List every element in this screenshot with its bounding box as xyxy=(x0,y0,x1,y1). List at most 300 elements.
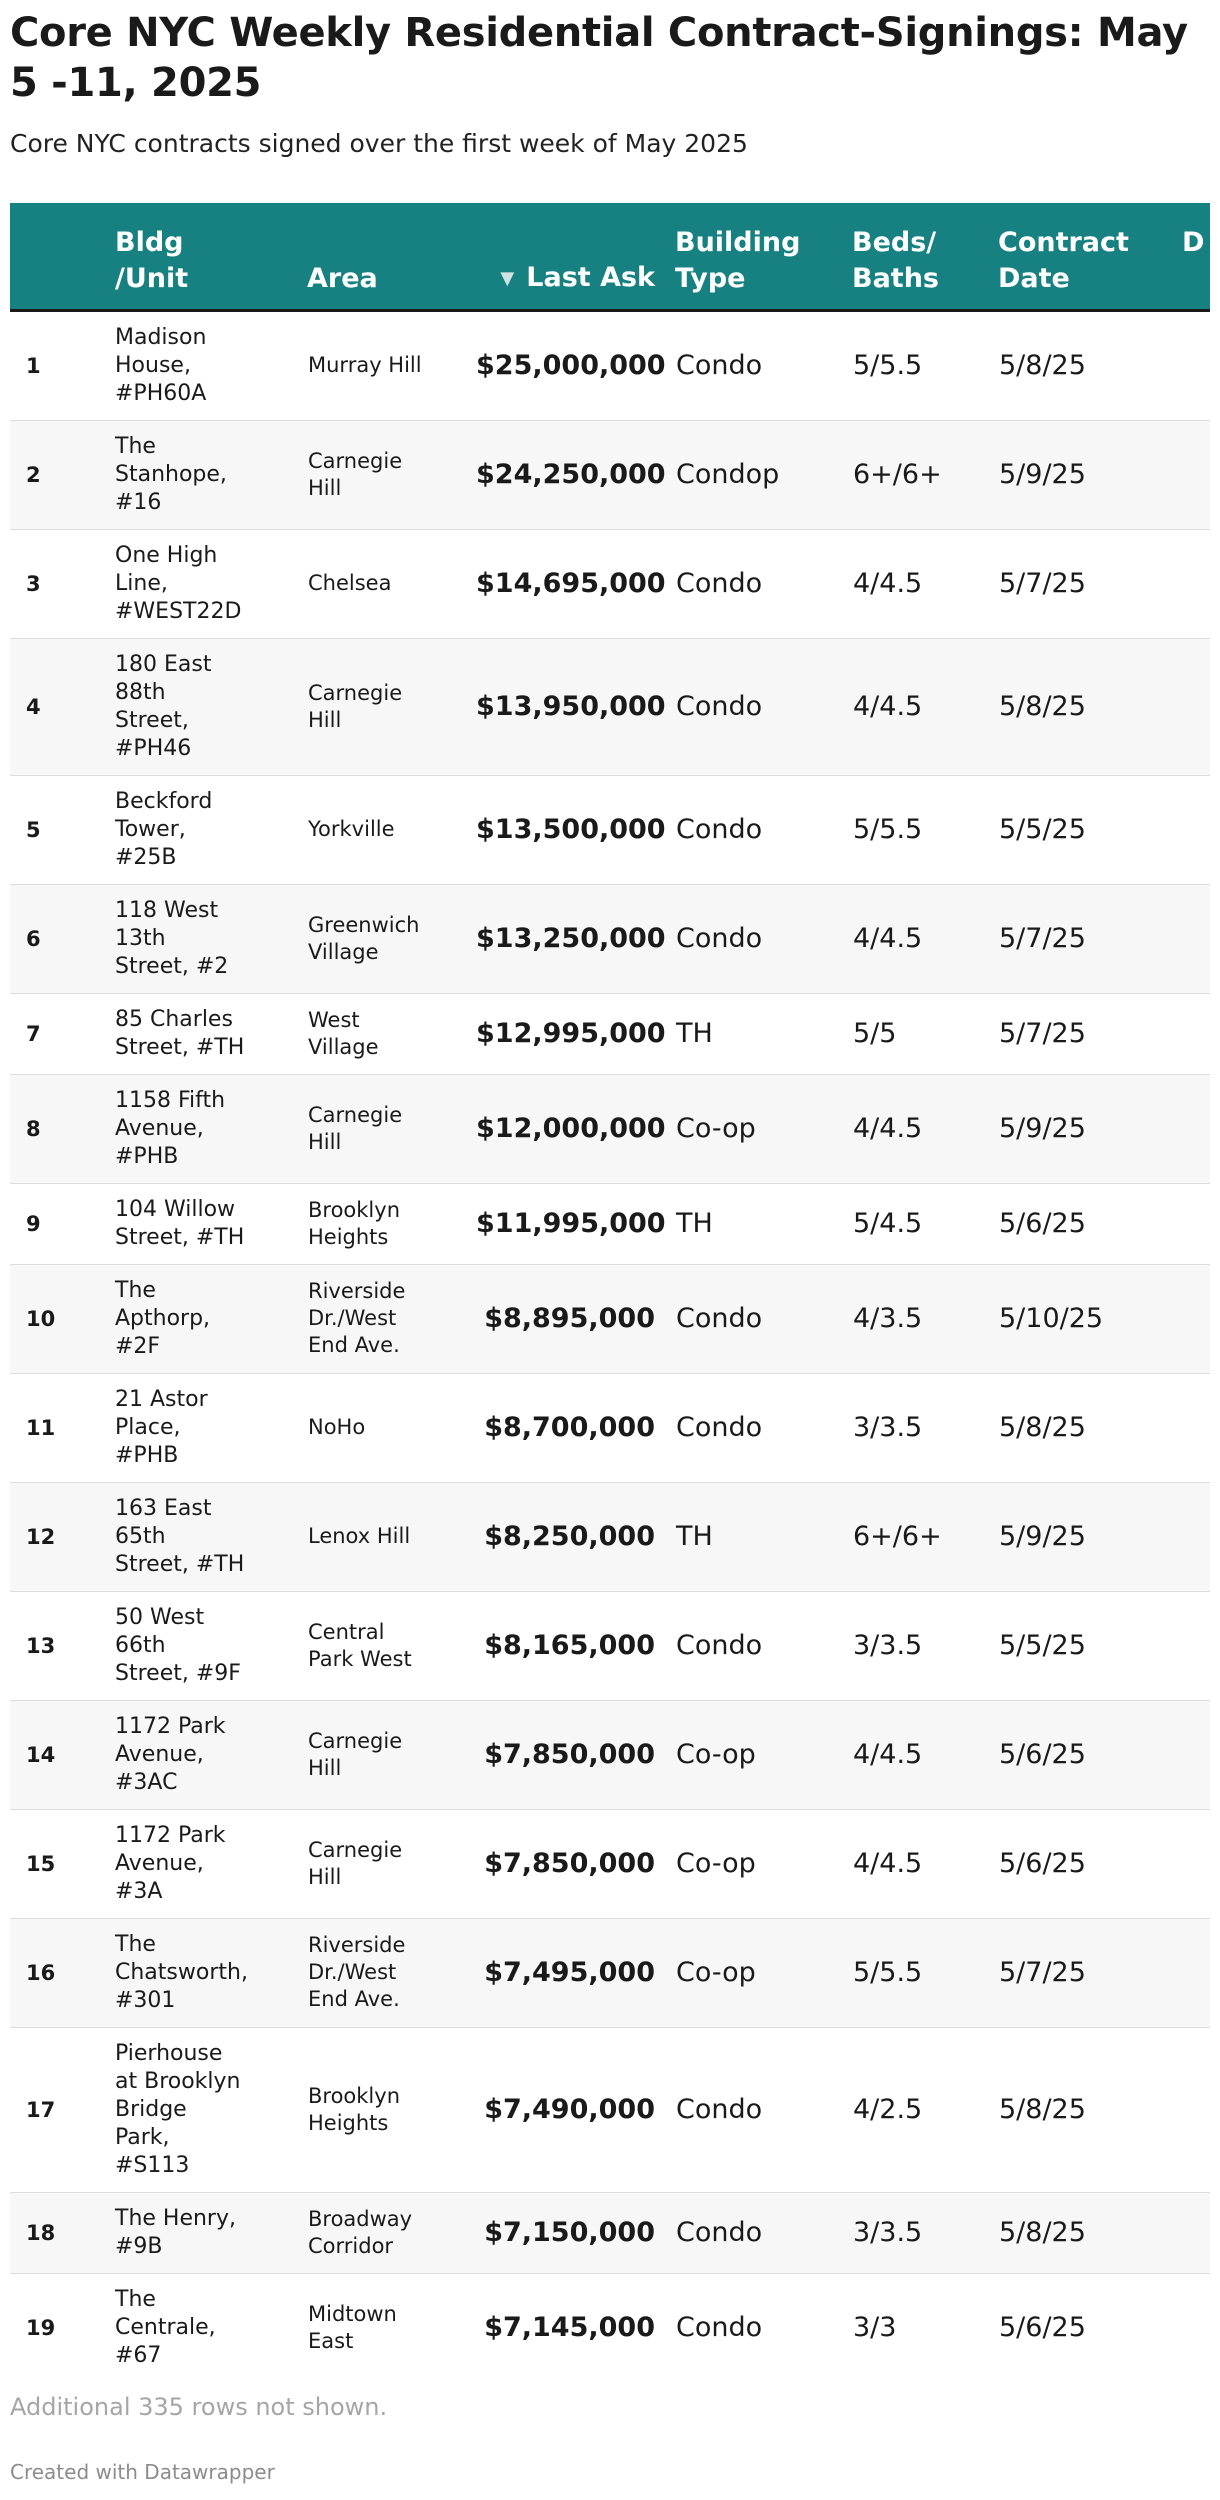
table-cell-building-type xyxy=(675,1373,852,1482)
table-cell-bldg-unit xyxy=(115,993,307,1074)
table-cell-d xyxy=(1182,310,1210,420)
table-row xyxy=(10,775,1210,884)
table-cell-bldg-unit-text: 163 East 65th Street, #TH xyxy=(115,1495,245,1577)
table-cell-contract-date-text: 5/8/25 xyxy=(999,691,1086,722)
table-cell-building-type-text: TH xyxy=(676,1208,713,1239)
table-cell-bldg-unit xyxy=(115,638,307,775)
table-cell-bldg-unit-text: The Apthorp, #2F xyxy=(115,1277,211,1359)
table-cell-d xyxy=(1182,2273,1210,2378)
table-cell-rank-text: 9 xyxy=(26,1211,41,1236)
table-cell-last-ask xyxy=(475,1591,675,1700)
table-cell-last-ask-text: $8,700,000 xyxy=(484,1412,655,1443)
table-cell-building-type-text: Condo xyxy=(676,923,763,954)
table-cell-rank xyxy=(10,993,115,1074)
table-row xyxy=(10,1373,1210,1482)
table-cell-area-text: Broadway Corridor xyxy=(308,2206,413,2258)
table-cell-bldg-unit xyxy=(115,420,307,529)
table-cell-area-text: Riverside Dr./West End Ave. xyxy=(308,1279,406,1357)
table-cell-contract-date-text: 5/9/25 xyxy=(999,1113,1086,1144)
table-cell-contract-date xyxy=(998,2273,1182,2378)
table-cell-rank-text: 17 xyxy=(26,2097,56,2122)
table-cell-bldg-unit xyxy=(115,1264,307,1373)
table-cell-beds-baths-text: 5/5.5 xyxy=(853,814,923,845)
table-cell-contract-date-text: 5/8/25 xyxy=(999,2094,1086,2125)
table-cell-last-ask xyxy=(475,2192,675,2273)
table-cell-building-type-text: Condo xyxy=(676,1412,763,1443)
table-cell-building-type xyxy=(675,1591,852,1700)
table-cell-contract-date xyxy=(998,884,1182,993)
table-cell-area-text: Carnegie Hill xyxy=(308,680,403,732)
datawrapper-credit[interactable]: Created with Datawrapper xyxy=(10,2460,275,2484)
table-cell-d xyxy=(1182,2192,1210,2273)
table-cell-beds-baths xyxy=(852,993,998,1074)
table-cell-building-type xyxy=(675,1700,852,1809)
table-cell-area-text: Carnegie Hill xyxy=(308,1102,403,1154)
table-cell-rank-text: 15 xyxy=(26,1851,56,1876)
table-cell-beds-baths xyxy=(852,529,998,638)
table-cell-contract-date xyxy=(998,1918,1182,2027)
table-cell-d xyxy=(1182,529,1210,638)
table-cell-building-type xyxy=(675,884,852,993)
table-cell-area xyxy=(307,420,475,529)
col-header-d-label: D xyxy=(1182,226,1205,258)
table-cell-building-type xyxy=(675,1183,852,1264)
table-row xyxy=(10,2192,1210,2273)
table-cell-rank xyxy=(10,2192,115,2273)
table-cell-rank-text: 11 xyxy=(26,1415,56,1440)
table-cell-last-ask xyxy=(475,1809,675,1918)
table-cell-building-type-text: Condo xyxy=(676,1630,763,1661)
table-cell-building-type xyxy=(675,2273,852,2378)
table-cell-beds-baths-text: 4/4.5 xyxy=(853,1848,923,1879)
table-cell-building-type xyxy=(675,1074,852,1183)
table-cell-beds-baths xyxy=(852,420,998,529)
table-cell-last-ask-text: $13,950,000 xyxy=(476,691,666,722)
table-row xyxy=(10,2273,1210,2378)
table-cell-beds-baths xyxy=(852,1809,998,1918)
table-cell-building-type xyxy=(675,2027,852,2192)
table-cell-beds-baths-text: 4/4.5 xyxy=(853,923,923,954)
table-cell-rank-text: 8 xyxy=(26,1116,41,1141)
table-cell-building-type-text: Condo xyxy=(676,814,763,845)
table-cell-building-type xyxy=(675,775,852,884)
table-cell-beds-baths-text: 5/5.5 xyxy=(853,350,923,381)
table-cell-rank xyxy=(10,1074,115,1183)
table-cell-beds-baths-text: 4/2.5 xyxy=(853,2094,923,2125)
table-cell-rank xyxy=(10,1918,115,2027)
table-cell-building-type-text: Condo xyxy=(676,2217,763,2248)
table-cell-bldg-unit xyxy=(115,1373,307,1482)
table-cell-beds-baths xyxy=(852,2027,998,2192)
table-row xyxy=(10,2027,1210,2192)
table-cell-beds-baths-text: 4/4.5 xyxy=(853,1739,923,1770)
table-cell-area-text: Carnegie Hill xyxy=(308,1728,403,1780)
table-cell-building-type-text: Condo xyxy=(676,2312,763,2343)
table-row xyxy=(10,310,1210,420)
table-cell-last-ask-text: $14,695,000 xyxy=(476,568,666,599)
table-cell-beds-baths xyxy=(852,1482,998,1591)
table-cell-building-type-text: Condo xyxy=(676,1303,763,1334)
table-cell-contract-date xyxy=(998,1074,1182,1183)
table-row xyxy=(10,1183,1210,1264)
table-cell-contract-date-text: 5/7/25 xyxy=(999,1957,1086,1988)
table-row xyxy=(10,638,1210,775)
table-cell-bldg-unit xyxy=(115,1700,307,1809)
table-cell-contract-date-text: 5/9/25 xyxy=(999,1521,1086,1552)
table-cell-bldg-unit-text: One High Line, #WEST22D xyxy=(115,542,242,624)
table-cell-contract-date-text: 5/10/25 xyxy=(999,1303,1104,1334)
table-cell-d xyxy=(1182,1482,1210,1591)
table-cell-rank xyxy=(10,1700,115,1809)
table-cell-last-ask-text: $12,995,000 xyxy=(476,1018,666,1049)
table-cell-contract-date-text: 5/6/25 xyxy=(999,1208,1086,1239)
table-cell-area xyxy=(307,775,475,884)
table-cell-d xyxy=(1182,1074,1210,1183)
table-cell-rank xyxy=(10,1591,115,1700)
table-cell-bldg-unit xyxy=(115,1809,307,1918)
col-header-area[interactable]: Area xyxy=(307,203,475,310)
table-cell-area xyxy=(307,1373,475,1482)
table-cell-contract-date xyxy=(998,1373,1182,1482)
table-cell-area-text: Chelsea xyxy=(308,571,392,595)
table-cell-contract-date-text: 5/5/25 xyxy=(999,814,1086,845)
table-body xyxy=(10,310,1210,2378)
table-cell-area xyxy=(307,1918,475,2027)
table-row xyxy=(10,993,1210,1074)
table-cell-bldg-unit xyxy=(115,1918,307,2027)
data-table-container xyxy=(10,203,1210,2378)
table-cell-last-ask xyxy=(475,1700,675,1809)
table-cell-building-type-text: Co-op xyxy=(676,1739,756,1770)
table-cell-bldg-unit-text: The Stanhope, #16 xyxy=(115,433,227,515)
table-cell-building-type xyxy=(675,638,852,775)
table-cell-rank xyxy=(10,1809,115,1918)
table-cell-last-ask xyxy=(475,2027,675,2192)
table-cell-bldg-unit xyxy=(115,884,307,993)
table-cell-beds-baths-text: 4/4.5 xyxy=(853,691,923,722)
table-cell-beds-baths-text: 3/3.5 xyxy=(853,2217,923,2248)
rows-not-shown-note: Additional 335 rows not shown. xyxy=(10,2393,388,2421)
table-cell-rank xyxy=(10,310,115,420)
table-cell-bldg-unit xyxy=(115,2192,307,2273)
table-cell-beds-baths-text: 3/3.5 xyxy=(853,1630,923,1661)
table-cell-area-text: Brooklyn Heights xyxy=(308,1197,401,1249)
table-cell-d xyxy=(1182,2027,1210,2192)
table-cell-rank-text: 10 xyxy=(26,1306,56,1331)
table-cell-last-ask-text: $13,250,000 xyxy=(476,923,666,954)
table-cell-rank-text: 19 xyxy=(26,2315,56,2340)
col-header-beds-baths-label: Beds/ Baths xyxy=(852,226,939,294)
table-row xyxy=(10,420,1210,529)
col-header-d[interactable] xyxy=(1182,203,1210,310)
table-cell-rank-text: 2 xyxy=(26,462,41,487)
table-cell-beds-baths-text: 6+/6+ xyxy=(853,1521,942,1552)
table-cell-area xyxy=(307,884,475,993)
col-header-last-ask[interactable] xyxy=(475,203,675,310)
table-cell-beds-baths xyxy=(852,1591,998,1700)
table-cell-bldg-unit-text: 85 Charles Street, #TH xyxy=(115,1006,245,1060)
table-cell-beds-baths xyxy=(852,1700,998,1809)
table-cell-last-ask-text: $24,250,000 xyxy=(476,459,666,490)
table-cell-contract-date xyxy=(998,993,1182,1074)
table-cell-last-ask xyxy=(475,420,675,529)
table-cell-rank-text: 14 xyxy=(26,1742,56,1767)
table-cell-last-ask xyxy=(475,1482,675,1591)
table-cell-bldg-unit-text: The Centrale, #67 xyxy=(115,2286,216,2368)
table-cell-last-ask xyxy=(475,529,675,638)
table-cell-d xyxy=(1182,638,1210,775)
table-cell-bldg-unit-text: Beckford Tower, #25B xyxy=(115,788,213,870)
table-cell-last-ask-text: $12,000,000 xyxy=(476,1113,666,1144)
table-cell-area xyxy=(307,1591,475,1700)
table-cell-bldg-unit-text: 180 East 88th Street, #PH46 xyxy=(115,651,212,761)
table-cell-last-ask-text: $7,850,000 xyxy=(484,1739,655,1770)
table-cell-last-ask-text: $25,000,000 xyxy=(476,350,666,381)
table-cell-beds-baths xyxy=(852,1264,998,1373)
table-cell-contract-date xyxy=(998,1809,1182,1918)
table-cell-building-type-text: Condo xyxy=(676,691,763,722)
col-header-building-type-label: Building Type xyxy=(675,226,801,294)
table-cell-bldg-unit xyxy=(115,529,307,638)
table-cell-building-type xyxy=(675,993,852,1074)
table-cell-bldg-unit xyxy=(115,2027,307,2192)
table-cell-bldg-unit xyxy=(115,2273,307,2378)
table-cell-d xyxy=(1182,1809,1210,1918)
table-cell-d xyxy=(1182,1183,1210,1264)
table-cell-area xyxy=(307,529,475,638)
table-cell-contract-date xyxy=(998,1482,1182,1591)
table-cell-d xyxy=(1182,1373,1210,1482)
table-cell-building-type xyxy=(675,1809,852,1918)
table-cell-last-ask xyxy=(475,1183,675,1264)
table-cell-building-type xyxy=(675,529,852,638)
table-cell-beds-baths-text: 6+/6+ xyxy=(853,459,942,490)
table-cell-bldg-unit xyxy=(115,1482,307,1591)
table-cell-beds-baths xyxy=(852,1373,998,1482)
table-cell-area-text: Central Park West xyxy=(308,1619,412,1671)
table-cell-contract-date xyxy=(998,529,1182,638)
table-cell-area xyxy=(307,2273,475,2378)
table-row xyxy=(10,1482,1210,1591)
table-cell-area xyxy=(307,1809,475,1918)
table-cell-beds-baths xyxy=(852,310,998,420)
table-cell-rank-text: 16 xyxy=(26,1960,56,1985)
table-row xyxy=(10,529,1210,638)
table-cell-building-type xyxy=(675,1482,852,1591)
table-cell-rank xyxy=(10,638,115,775)
table-cell-contract-date-text: 5/8/25 xyxy=(999,2217,1086,2248)
table-cell-rank-text: 13 xyxy=(26,1633,56,1658)
table-cell-bldg-unit-text: 21 Astor Place, #PHB xyxy=(115,1386,208,1468)
table-row xyxy=(10,1264,1210,1373)
table-cell-bldg-unit-text: The Chatsworth, #301 xyxy=(115,1931,248,2013)
table-cell-building-type xyxy=(675,1264,852,1373)
table-cell-d xyxy=(1182,420,1210,529)
table-cell-bldg-unit-text: The Henry, #9B xyxy=(115,2205,236,2259)
table-cell-last-ask xyxy=(475,1918,675,2027)
table-cell-rank xyxy=(10,2273,115,2378)
table-cell-beds-baths-text: 5/4.5 xyxy=(853,1208,923,1239)
table-cell-beds-baths xyxy=(852,1183,998,1264)
col-header-building-type[interactable] xyxy=(675,203,852,310)
table-cell-beds-baths-text: 4/4.5 xyxy=(853,568,923,599)
col-header-contract-date[interactable] xyxy=(998,203,1182,310)
table-cell-area-text: Yorkville xyxy=(308,817,395,841)
table-cell-d xyxy=(1182,1918,1210,2027)
table-cell-beds-baths xyxy=(852,2273,998,2378)
table-cell-contract-date-text: 5/7/25 xyxy=(999,1018,1086,1049)
table-cell-last-ask xyxy=(475,1074,675,1183)
table-cell-beds-baths-text: 4/4.5 xyxy=(853,1113,923,1144)
table-header-row xyxy=(10,203,1210,310)
table-cell-area-text: Carnegie Hill xyxy=(308,448,403,500)
col-header-beds-baths[interactable] xyxy=(852,203,998,310)
table-cell-rank-text: 18 xyxy=(26,2220,56,2245)
table-cell-bldg-unit-text: 118 West 13th Street, #2 xyxy=(115,897,229,979)
table-cell-last-ask xyxy=(475,310,675,420)
table-cell-building-type-text: Condo xyxy=(676,568,763,599)
table-cell-bldg-unit xyxy=(115,310,307,420)
table-cell-contract-date-text: 5/7/25 xyxy=(999,568,1086,599)
page-header xyxy=(10,0,1220,160)
table-cell-rank-text: 7 xyxy=(26,1021,41,1046)
table-cell-beds-baths xyxy=(852,1918,998,2027)
table-cell-beds-baths-text: 4/3.5 xyxy=(853,1303,923,1334)
table-row xyxy=(10,884,1210,993)
col-header-rank xyxy=(10,203,115,310)
table-cell-area xyxy=(307,638,475,775)
table-cell-bldg-unit-text: 1158 Fifth Avenue, #PHB xyxy=(115,1087,226,1169)
table-cell-last-ask xyxy=(475,993,675,1074)
table-cell-rank-text: 3 xyxy=(26,571,41,596)
table-cell-rank xyxy=(10,420,115,529)
table-cell-building-type-text: Condop xyxy=(676,459,780,490)
table-cell-contract-date xyxy=(998,775,1182,884)
table-cell-area-text: Greenwich Village xyxy=(308,912,420,964)
chart-subtitle: Core NYC contracts signed over the first week of May 2025 xyxy=(10,129,748,158)
table-cell-bldg-unit-text: 104 Willow Street, #TH xyxy=(115,1196,245,1250)
table-cell-d xyxy=(1182,993,1210,1074)
table-cell-building-type-text: Co-op xyxy=(676,1848,756,1879)
table-cell-last-ask-text: $7,850,000 xyxy=(484,1848,655,1879)
table-cell-building-type-text: Condo xyxy=(676,350,763,381)
table-cell-area xyxy=(307,310,475,420)
table-cell-rank xyxy=(10,2027,115,2192)
table-cell-rank xyxy=(10,775,115,884)
table-cell-area-text: Murray Hill xyxy=(308,353,422,377)
table-cell-d xyxy=(1182,884,1210,993)
data-table xyxy=(10,203,1210,2378)
table-cell-contract-date xyxy=(998,310,1182,420)
table-cell-rank-text: 5 xyxy=(26,817,41,842)
table-cell-area-text: NoHo xyxy=(308,1415,366,1439)
table-cell-building-type-text: Co-op xyxy=(676,1957,756,1988)
table-cell-beds-baths xyxy=(852,1074,998,1183)
table-cell-building-type xyxy=(675,1918,852,2027)
table-cell-area xyxy=(307,1482,475,1591)
table-cell-rank-text: 4 xyxy=(26,694,41,719)
table-cell-beds-baths-text: 3/3.5 xyxy=(853,1412,923,1443)
table-row xyxy=(10,1809,1210,1918)
table-cell-last-ask-text: $7,150,000 xyxy=(484,2217,655,2248)
table-cell-beds-baths xyxy=(852,638,998,775)
table-cell-area-text: West Village xyxy=(308,1007,379,1059)
table-cell-bldg-unit-text: Pierhouse at Brooklyn Bridge Park, #S113 xyxy=(115,2040,241,2178)
table-cell-contract-date-text: 5/6/25 xyxy=(999,2312,1086,2343)
table-cell-contract-date-text: 5/5/25 xyxy=(999,1630,1086,1661)
table-cell-bldg-unit-text: 1172 Park Avenue, #3AC xyxy=(115,1713,226,1795)
table-cell-building-type xyxy=(675,420,852,529)
table-cell-beds-baths xyxy=(852,775,998,884)
table-cell-contract-date-text: 5/7/25 xyxy=(999,923,1086,954)
table-cell-last-ask xyxy=(475,775,675,884)
table-cell-building-type xyxy=(675,2192,852,2273)
table-cell-contract-date xyxy=(998,2192,1182,2273)
table-row xyxy=(10,1918,1210,2027)
sort-descending-icon: ▼ xyxy=(500,267,515,289)
table-cell-area xyxy=(307,1700,475,1809)
table-cell-contract-date xyxy=(998,420,1182,529)
table-cell-rank-text: 1 xyxy=(26,353,41,378)
table-cell-area-text: Brooklyn Heights xyxy=(308,2083,401,2135)
table-cell-bldg-unit xyxy=(115,775,307,884)
table-cell-area-text: Midtown East xyxy=(308,2301,397,2353)
table-cell-rank xyxy=(10,884,115,993)
table-cell-contract-date xyxy=(998,638,1182,775)
table-cell-rank-text: 6 xyxy=(26,926,41,951)
table-cell-bldg-unit xyxy=(115,1591,307,1700)
table-cell-rank xyxy=(10,1183,115,1264)
col-header-last-ask-label: Last Ask xyxy=(526,261,655,293)
chart-title: Core NYC Weekly Residential Contract-Signings: May 5 -11, 2025 xyxy=(10,10,1188,106)
table-cell-contract-date-text: 5/9/25 xyxy=(999,459,1086,490)
table-cell-area-text: Riverside Dr./West End Ave. xyxy=(308,1933,406,2011)
table-cell-area xyxy=(307,1264,475,1373)
table-cell-beds-baths xyxy=(852,884,998,993)
table-cell-d xyxy=(1182,775,1210,884)
table-cell-contract-date xyxy=(998,1264,1182,1373)
table-cell-contract-date-text: 5/8/25 xyxy=(999,1412,1086,1443)
table-cell-last-ask xyxy=(475,1373,675,1482)
table-cell-beds-baths-text: 5/5 xyxy=(853,1018,897,1049)
table-cell-last-ask xyxy=(475,1264,675,1373)
table-cell-beds-baths-text: 3/3 xyxy=(853,2312,897,2343)
table-cell-beds-baths-text: 5/5.5 xyxy=(853,1957,923,1988)
table-cell-bldg-unit xyxy=(115,1183,307,1264)
table-cell-last-ask xyxy=(475,2273,675,2378)
table-cell-area xyxy=(307,2192,475,2273)
table-cell-beds-baths xyxy=(852,2192,998,2273)
col-header-bldg-label: Bldg /Unit xyxy=(115,226,189,294)
table-cell-building-type-text: TH xyxy=(676,1521,713,1552)
table-cell-contract-date-text: 5/8/25 xyxy=(999,350,1086,381)
table-cell-area-text: Carnegie Hill xyxy=(308,1837,403,1889)
table-cell-last-ask-text: $11,995,000 xyxy=(476,1208,666,1239)
table-cell-contract-date xyxy=(998,2027,1182,2192)
table-cell-d xyxy=(1182,1700,1210,1809)
table-cell-area xyxy=(307,2027,475,2192)
table-cell-last-ask-text: $7,495,000 xyxy=(484,1957,655,1988)
table-row xyxy=(10,1591,1210,1700)
table-row xyxy=(10,1074,1210,1183)
col-header-bldg[interactable] xyxy=(115,203,307,310)
table-cell-bldg-unit-text: 1172 Park Avenue, #3A xyxy=(115,1822,226,1904)
table-cell-d xyxy=(1182,1264,1210,1373)
table-cell-last-ask-text: $8,895,000 xyxy=(484,1303,655,1334)
table-cell-building-type-text: Co-op xyxy=(676,1113,756,1144)
table-cell-contract-date xyxy=(998,1591,1182,1700)
table-cell-area xyxy=(307,1074,475,1183)
